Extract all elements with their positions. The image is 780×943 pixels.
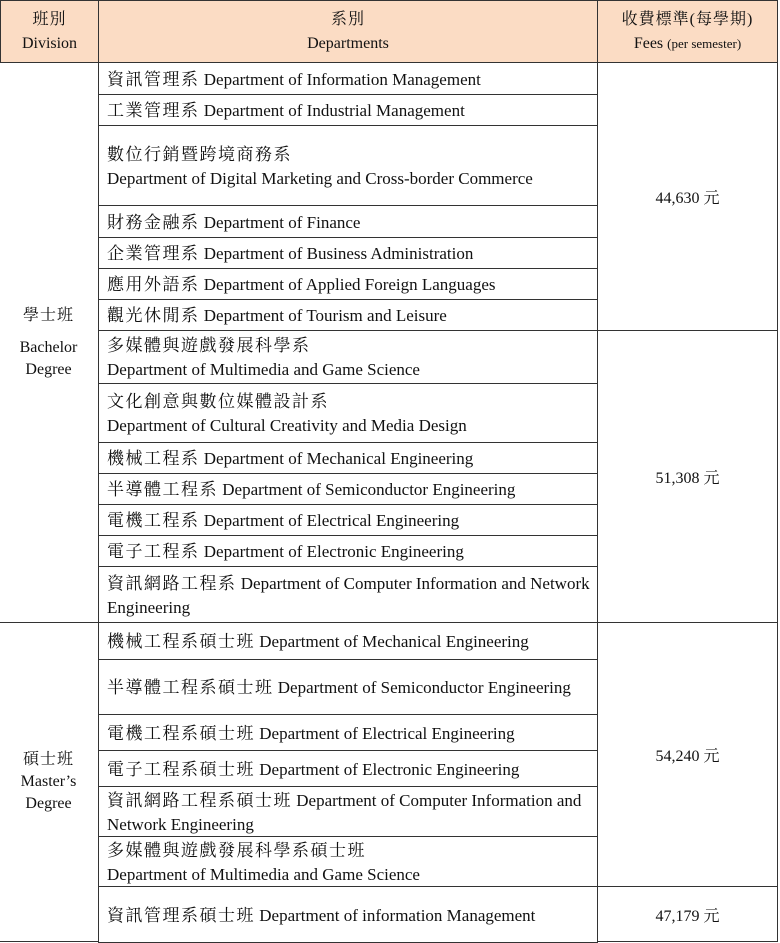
division-bachelor (0, 62, 99, 623)
department-row (98, 622, 598, 660)
department-row (98, 383, 598, 443)
department-name (107, 334, 597, 382)
department-en: Department of Tourism and Leisure (203, 306, 447, 325)
department-name (107, 211, 597, 235)
department-name (107, 143, 597, 191)
department-en: Department of Finance (203, 212, 361, 232)
fee-en: Fees (633, 34, 664, 52)
department-name (107, 630, 597, 654)
department-row (98, 237, 598, 269)
division-en: Degree (25, 795, 72, 812)
department-zh: 電子工程系 (107, 542, 200, 561)
department-en: Department of Applied Foreign Languages (203, 275, 496, 294)
division-en: Bachelor (19, 338, 78, 356)
department-row (98, 330, 598, 384)
department-en: Department of Semiconductor Engineering (222, 480, 516, 499)
department-en: Department of Electrical Engineering (203, 511, 460, 530)
department-name (107, 572, 597, 620)
department-row (98, 886, 598, 943)
department-name (107, 242, 597, 266)
fee-en-small: (per semester) (667, 35, 742, 51)
fee-cell (597, 62, 778, 331)
department-row (98, 205, 598, 238)
department-name (107, 789, 597, 837)
department-row (98, 473, 598, 505)
department-zh: 文化創意與數位媒體設計系 (107, 392, 329, 411)
fee-value: 54,240 元 (655, 748, 720, 765)
header-dept-en: Departments (307, 34, 389, 52)
fee-cell (597, 622, 778, 887)
header-fees (597, 0, 778, 63)
department-row (98, 504, 598, 536)
header-division-zh: 班別 (32, 10, 67, 28)
department-name (107, 839, 597, 887)
department-row (98, 836, 598, 887)
department-en: Department of Electronic Engineering (259, 759, 520, 779)
department-row (98, 62, 598, 95)
department-en: Department of Cultural Creativity and Media Design (107, 416, 467, 435)
department-zh: 資訊網路工程系碩士班 (107, 790, 292, 810)
department-en: Department of Digital Marketing and Cross-border Commerce (107, 168, 533, 188)
department-name (107, 304, 597, 328)
fee-value: 44,630 元 (655, 190, 720, 207)
department-zh: 數位行銷暨跨境商務系 (107, 144, 292, 164)
department-zh: 半導體工程系 (107, 480, 218, 499)
department-name (107, 478, 597, 502)
department-row (98, 714, 598, 751)
department-en: Department of Industrial Management (203, 101, 465, 120)
department-name (107, 676, 597, 700)
department-row (98, 94, 598, 126)
department-en: Department of Multimedia and Game Science (107, 360, 420, 379)
department-zh: 資訊網路工程系 (107, 573, 237, 593)
department-zh: 機械工程系碩士班 (107, 632, 255, 651)
department-name (107, 540, 597, 564)
department-zh: 電機工程系 (107, 511, 200, 530)
department-zh: 半導體工程系碩士班 (107, 678, 274, 697)
department-row (98, 786, 598, 837)
header-departments (98, 0, 598, 63)
fee-value: 47,179 元 (655, 907, 720, 925)
department-zh: 資訊管理系碩士班 (107, 905, 255, 925)
header-dept-zh: 系別 (330, 10, 365, 28)
division-en: Degree (25, 360, 72, 378)
department-row (98, 442, 598, 474)
department-row (98, 566, 598, 623)
header-division (0, 0, 99, 63)
header-division-en: Division (21, 34, 78, 52)
department-en: Department of Mechanical Engineering (203, 449, 474, 468)
department-en: Department of Business Administration (203, 244, 474, 263)
department-en: Department of Computer Information and Network Engineering (107, 573, 590, 617)
department-zh: 資訊管理系 (107, 69, 200, 89)
header-fee-en (634, 32, 741, 56)
division-master (0, 622, 99, 942)
department-en: Department of Mechanical Engineering (259, 632, 529, 651)
department-en: Department of Information Management (203, 69, 481, 89)
department-en: Department of Electrical Engineering (259, 723, 515, 743)
department-name (107, 447, 597, 471)
department-zh: 觀光休閒系 (107, 306, 200, 325)
department-zh: 財務金融系 (107, 212, 200, 232)
department-zh: 工業管理系 (107, 101, 200, 120)
department-name (107, 68, 597, 92)
fee-cell (597, 330, 778, 623)
division-en: Master’s (20, 773, 77, 790)
fee-cell (597, 886, 778, 942)
department-name (107, 722, 597, 746)
department-zh: 應用外語系 (107, 275, 200, 294)
department-row (98, 268, 598, 300)
division-zh: 碩士班 (22, 751, 74, 768)
department-en: Department of Electronic Engineering (203, 542, 464, 561)
department-name (107, 904, 597, 928)
department-zh: 電機工程系碩士班 (107, 723, 255, 743)
division-zh: 學士班 (22, 306, 74, 324)
department-row (98, 299, 598, 331)
department-row (98, 659, 598, 715)
department-row (98, 535, 598, 567)
department-row (98, 750, 598, 787)
department-zh: 機械工程系 (107, 449, 200, 468)
department-name (107, 99, 597, 123)
department-name (107, 390, 597, 438)
header-fee-zh: 收費標準(每學期) (621, 10, 754, 28)
department-en: Department of Semiconductor Engineering (277, 678, 571, 697)
fee-value: 51,308 元 (655, 470, 720, 487)
department-row (98, 125, 598, 206)
department-en: Department of information Management (259, 905, 536, 925)
department-name (107, 758, 597, 782)
department-zh: 企業管理系 (107, 244, 200, 263)
department-en: Department of Multimedia and Game Science (107, 864, 420, 884)
department-en: Department of Computer Information and Network Engineering (107, 790, 582, 834)
department-zh: 多媒體與遊戲發展科學系碩士班 (107, 840, 366, 860)
department-zh: 電子工程系碩士班 (107, 759, 255, 779)
department-name (107, 509, 597, 533)
department-zh: 多媒體與遊戲發展科學系 (107, 336, 311, 355)
department-name (107, 273, 597, 297)
